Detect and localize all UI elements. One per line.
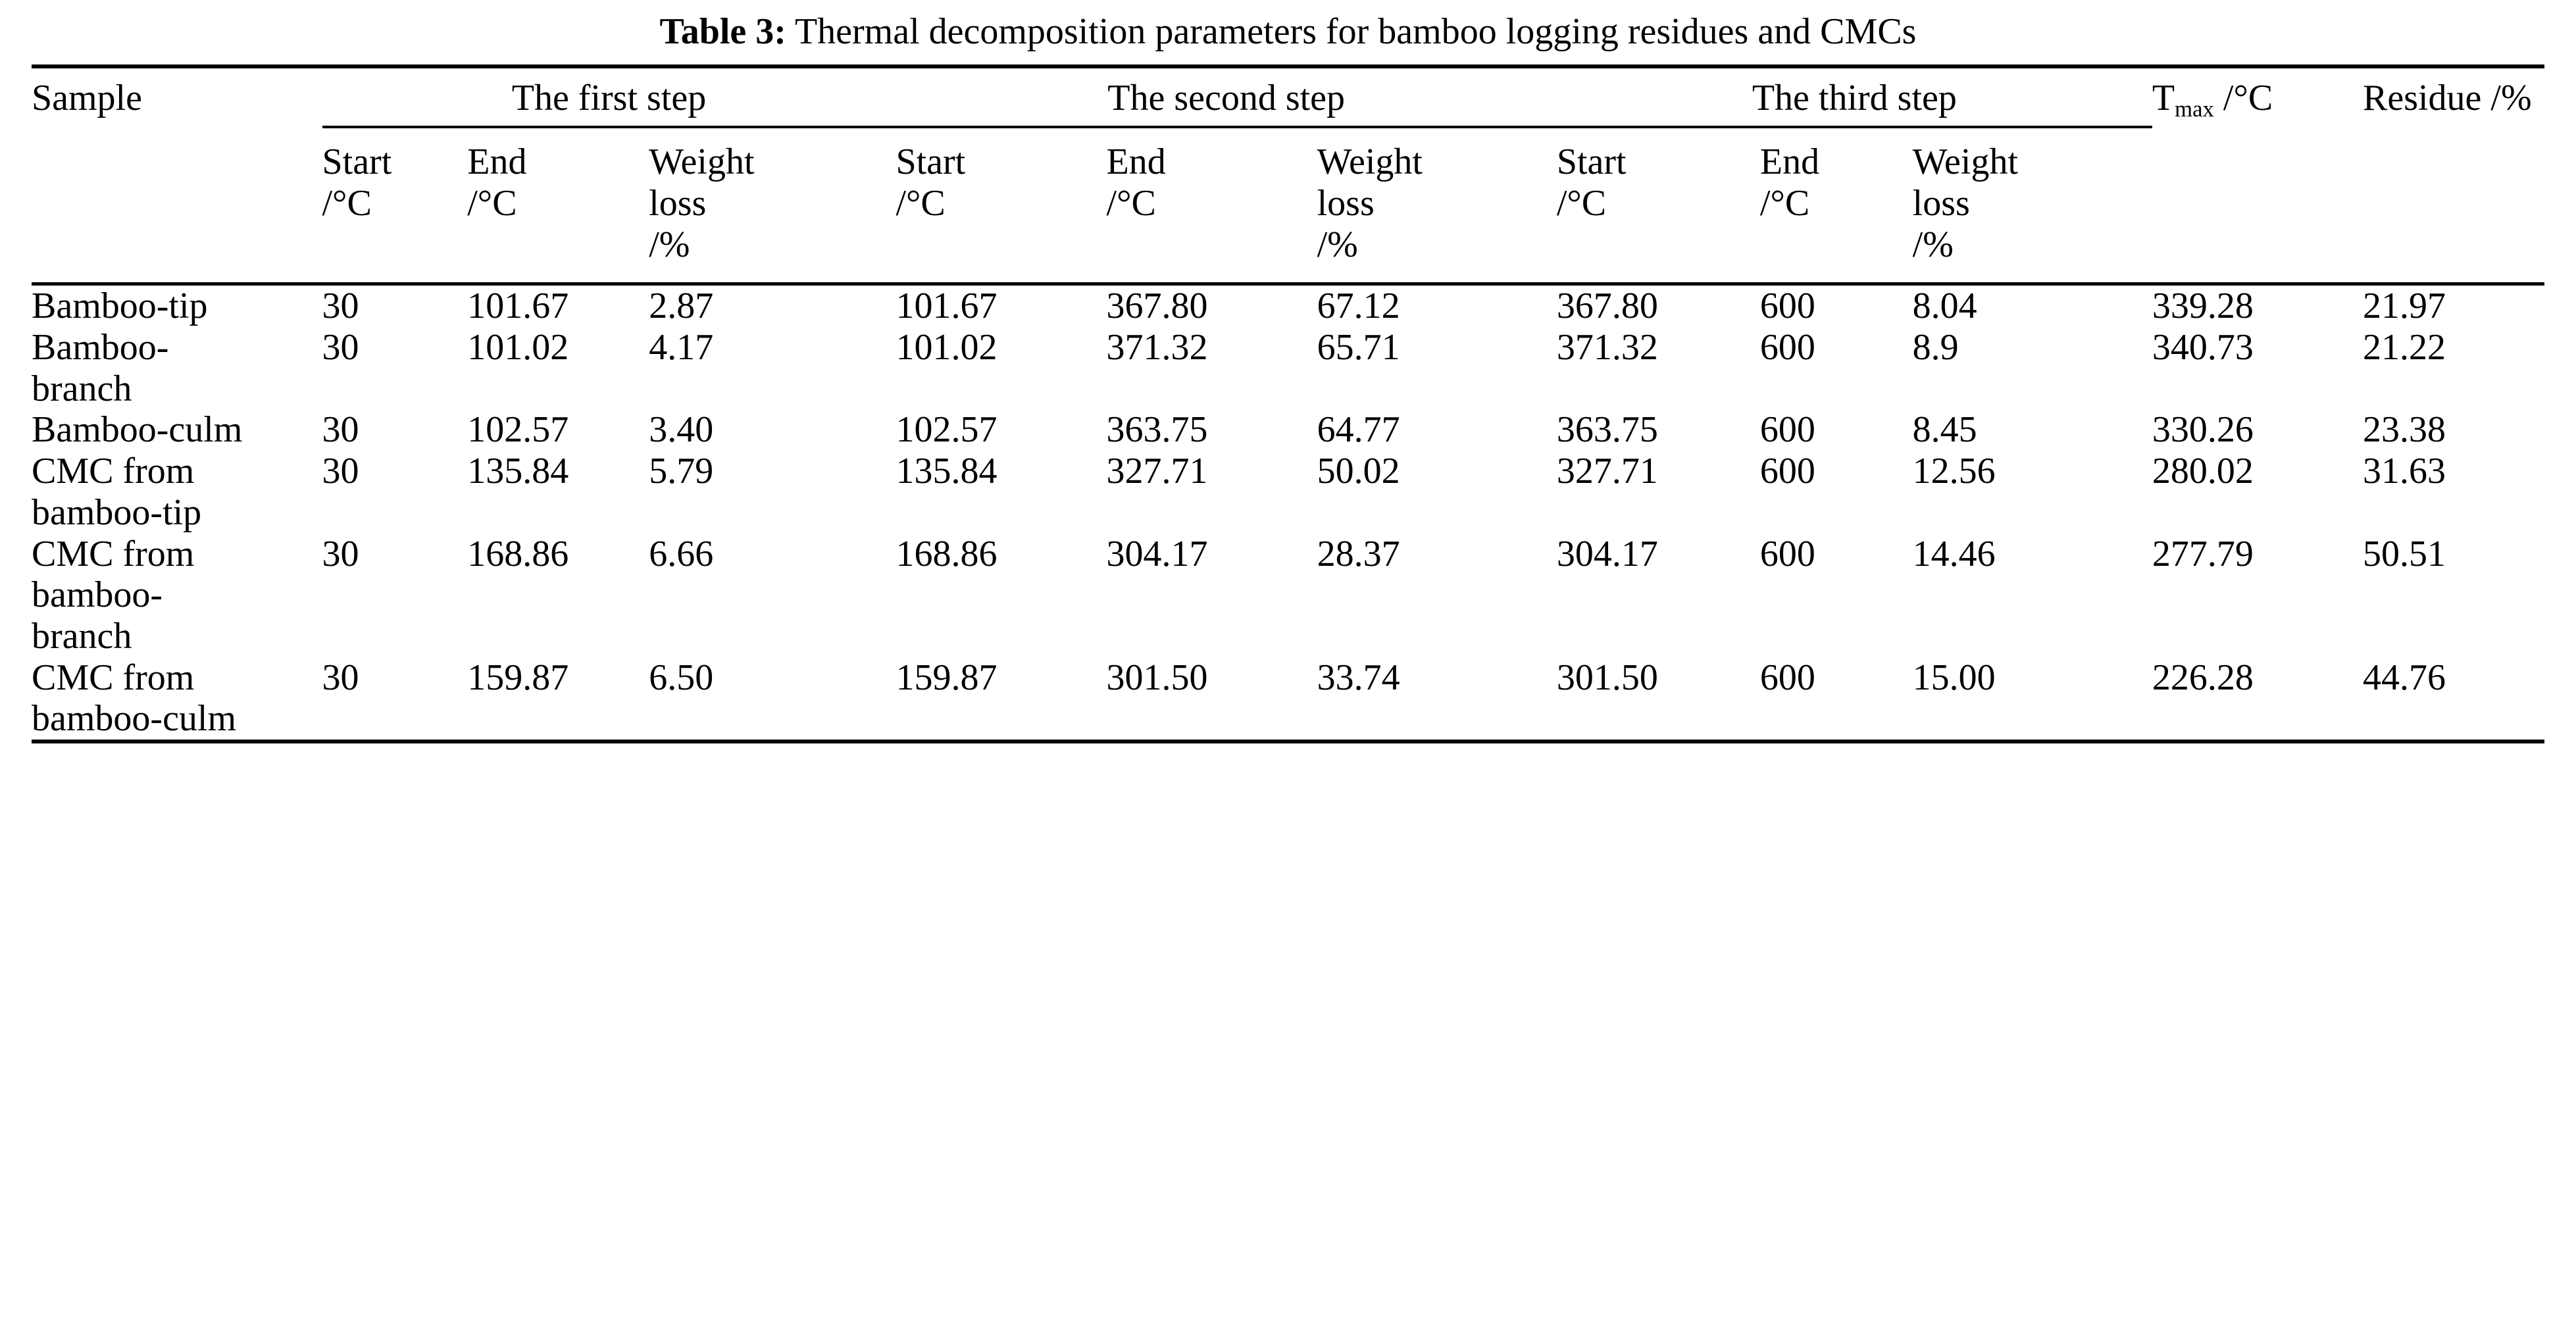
cell-first-end: 101.02 — [467, 326, 569, 368]
cell-tmax: 277.79 — [2152, 533, 2254, 574]
cell-second-loss: 50.02 — [1317, 451, 1400, 492]
cell-second-loss: 64.77 — [1317, 409, 1400, 451]
cell-second-start: 101.02 — [896, 326, 998, 368]
cell-third-loss: 12.56 — [1912, 451, 1996, 492]
table-row — [32, 409, 2544, 451]
caption-label: Table 3: — [659, 11, 786, 52]
cell-second-start: 101.67 — [896, 284, 1106, 327]
cell-second-end: 304.17 — [1106, 533, 1208, 574]
cell-residue: 31.63 — [2362, 451, 2446, 492]
cell-third-end: 600 — [1759, 326, 1815, 368]
header-third-weight-loss: Weight loss /% — [1912, 141, 2019, 265]
cell-first-end: 168.86 — [467, 533, 569, 574]
cell-second-loss: 67.12 — [1317, 284, 1557, 327]
cell-third-start: 301.50 — [1556, 657, 1658, 698]
cell-third-loss: 8.9 — [1912, 326, 1959, 368]
cell-first-end: 159.87 — [467, 657, 569, 698]
cell-first-start: 30 — [322, 409, 359, 451]
header-third-end: End /°C — [1759, 141, 1820, 224]
cell-second-start: 168.86 — [896, 533, 998, 574]
cell-first-start: 30 — [322, 533, 359, 574]
table-caption — [32, 7, 2544, 64]
header-second-end: End /°C — [1106, 141, 1166, 224]
cell-first-end: 102.57 — [467, 409, 569, 451]
cell-first-start: 30 — [322, 284, 468, 327]
cell-third-end: 600 — [1759, 409, 1815, 451]
cell-residue: 50.51 — [2362, 533, 2446, 574]
header-residue: Residue /% — [2363, 66, 2544, 284]
cell-sample: Bamboo-tip — [32, 284, 322, 327]
cell-tmax: 330.26 — [2152, 409, 2254, 451]
cell-sample: Bamboo-culm — [32, 409, 243, 451]
cell-sample: Bamboo- branch — [32, 326, 169, 409]
table-row — [32, 534, 2544, 657]
cell-tmax: 339.28 — [2152, 284, 2363, 327]
header-second-start: Start /°C — [896, 141, 966, 224]
cell-first-loss: 5.79 — [649, 451, 714, 492]
header-group-third-step: The third step — [1557, 66, 2152, 132]
cell-second-loss: 28.37 — [1317, 533, 1400, 574]
bottom-rule-cell — [32, 741, 2544, 743]
cell-second-end: 371.32 — [1106, 326, 1208, 368]
cell-second-end: 363.75 — [1106, 409, 1208, 451]
cell-third-loss: 8.45 — [1912, 409, 1977, 451]
table-header-group-row — [32, 66, 2544, 132]
cell-third-start: 304.17 — [1556, 533, 1658, 574]
cell-first-start: 30 — [322, 451, 359, 492]
cell-third-loss: 8.04 — [1913, 284, 2152, 327]
table-row — [32, 327, 2544, 409]
cell-third-loss: 14.46 — [1912, 533, 1996, 574]
cell-second-end: 367.80 — [1107, 284, 1317, 327]
cell-first-loss: 3.40 — [649, 409, 714, 451]
cell-third-loss: 15.00 — [1912, 657, 1996, 698]
cell-second-start: 102.57 — [896, 409, 998, 451]
cell-third-end: 600 — [1759, 451, 1815, 492]
cell-sample: CMC from bamboo-tip — [32, 451, 202, 533]
cell-first-end: 135.84 — [467, 451, 569, 492]
caption-text: Thermal decomposition parameters for bamboo logging residues and CMCs — [794, 11, 1917, 52]
cell-residue: 21.22 — [2362, 326, 2446, 368]
table-row — [32, 451, 2544, 533]
cell-first-loss: 2.87 — [649, 284, 896, 327]
header-first-start: Start /°C — [322, 141, 392, 224]
cell-third-end: 600 — [1759, 657, 1815, 698]
thermal-decomposition-table — [32, 64, 2544, 743]
cell-second-start: 135.84 — [896, 451, 998, 492]
cell-first-start: 30 — [322, 657, 359, 698]
header-sample: Sample — [32, 66, 322, 132]
cell-residue: 44.76 — [2362, 657, 2446, 698]
cell-second-end: 327.71 — [1106, 451, 1208, 492]
header-third-start: Start /°C — [1556, 141, 1627, 224]
header-group-first-step: The first step — [322, 66, 896, 132]
cell-first-loss: 4.17 — [649, 326, 714, 368]
cell-first-loss: 6.50 — [649, 657, 714, 698]
cell-sample: CMC from bamboo- branch — [32, 533, 195, 657]
header-group-second-step: The second step — [896, 66, 1556, 132]
cell-second-loss: 33.74 — [1317, 657, 1400, 698]
table-row — [32, 657, 2544, 741]
header-first-weight-loss: Weight loss /% — [649, 141, 755, 265]
cell-third-start: 367.80 — [1557, 284, 1760, 327]
table-bottom-rule — [32, 741, 2544, 743]
cell-tmax: 340.73 — [2152, 326, 2254, 368]
cell-second-loss: 65.71 — [1317, 326, 1400, 368]
cell-second-start: 159.87 — [896, 657, 998, 698]
cell-third-start: 327.71 — [1556, 451, 1658, 492]
cell-first-end: 101.67 — [467, 284, 649, 327]
header-first-end: End /°C — [467, 141, 527, 224]
cell-third-start: 371.32 — [1556, 326, 1658, 368]
cell-third-start: 363.75 — [1556, 409, 1658, 451]
header-tmax: $T_{max}$ /°C — [2152, 66, 2363, 284]
cell-residue: 21.97 — [2363, 284, 2544, 327]
cell-tmax: 226.28 — [2152, 657, 2254, 698]
cell-first-loss: 6.66 — [649, 533, 714, 574]
cell-third-end: 600 — [1759, 533, 1815, 574]
tmax-subscript: max — [2175, 96, 2214, 122]
cell-tmax: 280.02 — [2152, 451, 2254, 492]
header-second-weight-loss: Weight loss /% — [1317, 141, 1423, 265]
cell-second-end: 301.50 — [1106, 657, 1208, 698]
cell-first-start: 30 — [322, 326, 359, 368]
cell-third-end: 600 — [1760, 284, 1913, 327]
cell-residue: 23.38 — [2362, 409, 2446, 451]
header-sample-spacer — [32, 132, 322, 284]
cell-sample: CMC from bamboo-culm — [32, 657, 237, 740]
table-row — [32, 284, 2544, 327]
